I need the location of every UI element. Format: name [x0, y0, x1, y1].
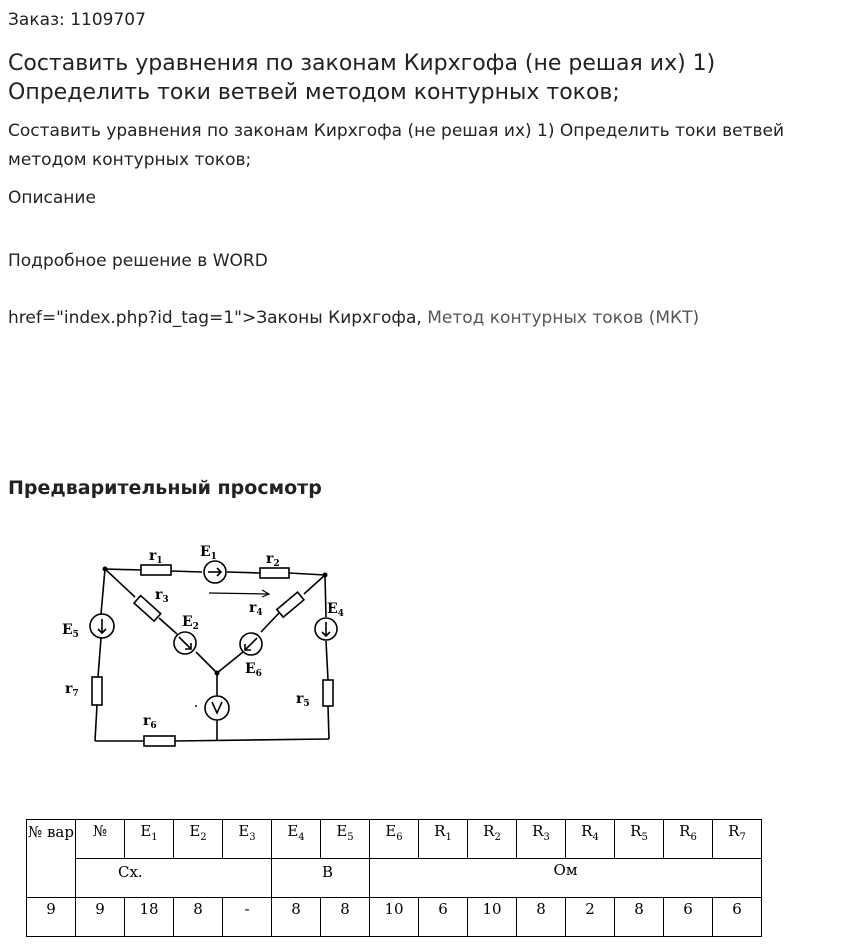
wire-right-bottom: [328, 706, 329, 739]
resistor-r2: [260, 568, 289, 578]
description-heading: Описание: [8, 188, 96, 208]
wire-top-left: [105, 569, 141, 570]
label-r2: $r_2$: [266, 551, 280, 569]
label-r5: $r_5$: [296, 691, 310, 709]
table-cell: 8: [174, 898, 223, 937]
label-e6: $E_6$: [245, 661, 262, 679]
header-scheme: №: [76, 820, 125, 859]
wire-diag-right-bottom: [217, 652, 243, 673]
table-cell: 2: [566, 898, 615, 937]
tag-line: [8, 308, 699, 328]
label-e1: $E_1$: [200, 544, 217, 562]
header-col: $E_6$: [370, 820, 419, 859]
source-e6-icon: [240, 633, 262, 655]
order-line: [8, 10, 146, 30]
wire-diag-right-top: [304, 575, 325, 594]
table-units-row: [27, 859, 762, 898]
header-col: $R_4$: [566, 820, 615, 859]
wire-top-mid-left: [171, 571, 202, 572]
table-cell: 18: [125, 898, 174, 937]
source-e2-icon: [174, 632, 196, 654]
short-description: Составить уравнения по законам Кирхгофа (не решая их) 1) Определить токи ветвей методом контурных токов;: [8, 121, 785, 170]
header-col: $E_3$: [223, 820, 272, 859]
tag-prefix-text: href="index.php?id_tag=1">Законы Кирхгофа,: [8, 308, 422, 328]
wire-bottom-right: [175, 739, 329, 741]
tag-link-mkt[interactable]: Метод контурных токов (МКТ): [427, 308, 700, 328]
parameters-table: [26, 819, 762, 937]
wire-left-mid: [98, 638, 101, 677]
table-cell: 10: [370, 898, 419, 937]
current-arrow-icon: [209, 590, 269, 597]
label-e5: $E_5$: [62, 622, 79, 640]
header-col: $E_1$: [125, 820, 174, 859]
order-label: Заказ:: [8, 10, 65, 30]
node-center: [215, 671, 220, 676]
table-cell: 8: [517, 898, 566, 937]
node-left: [103, 567, 108, 572]
table-cell: -: [223, 898, 272, 937]
table-cell: 6: [419, 898, 468, 937]
table-cell: 6: [713, 898, 762, 937]
source-center-icon: [205, 696, 229, 720]
table-cell: 9: [76, 898, 125, 937]
wire-diag-left-mid: [159, 618, 177, 634]
header-col: $E_5$: [321, 820, 370, 859]
table-cell: 10: [468, 898, 517, 937]
source-e4-icon: [315, 618, 337, 640]
wire-right-mid: [326, 641, 328, 680]
label-r4: $r_4$: [249, 600, 263, 618]
preview-heading: Предварительный просмотр: [8, 477, 322, 499]
header-col: $R_5$: [615, 820, 664, 859]
units-scheme: Сх. В: [76, 859, 272, 898]
wire-left-bottom: [95, 705, 97, 741]
source-e1-icon: [204, 561, 226, 583]
label-e4: $E_4$: [327, 601, 344, 619]
header-col: $R_1$: [419, 820, 468, 859]
header-col: $R_3$: [517, 820, 566, 859]
label-e2: $E_2$: [182, 614, 199, 632]
wire-diag-right-mid: [261, 613, 279, 632]
page-title: Составить уравнения по законам Кирхгофа (не решая их) 1) Определить токи ветвей методом контурных токов;: [8, 51, 716, 105]
stray-dot: [195, 705, 197, 707]
order-number: 1109707: [70, 10, 146, 30]
node-right: [323, 573, 328, 578]
header-col: $E_2$: [174, 820, 223, 859]
circuit-diagram: [55, 538, 355, 753]
wire-diag-left-bottom: [196, 652, 217, 673]
header-col: $R_6$: [664, 820, 713, 859]
table-cell: 8: [615, 898, 664, 937]
wire-left-top: [101, 569, 105, 614]
header-variant: № вар: [27, 820, 76, 898]
label-r3: $r_3$: [155, 587, 169, 605]
header-col: $R_7$: [713, 820, 762, 859]
label-r1: $r_1$: [149, 548, 163, 566]
resistor-r6: [144, 736, 175, 746]
label-r6: $r_6$: [143, 713, 157, 731]
resistor-r5: [323, 680, 333, 706]
wire-right-top: [325, 575, 326, 617]
table-row: [27, 898, 762, 937]
header-col: $E_4$: [272, 820, 321, 859]
units-volts-cell: [272, 859, 370, 898]
wire-top-right: [289, 573, 325, 575]
table-cell: 6: [664, 898, 713, 937]
wire-top-mid-right: [227, 572, 260, 573]
table-header-row: [27, 820, 762, 859]
table-cell: 8: [321, 898, 370, 937]
detail-text: Подробное решение в WORD: [8, 251, 268, 271]
resistor-r4: [277, 592, 304, 617]
units-ohms: Ом: [370, 859, 762, 898]
table-cell: 9: [27, 898, 76, 937]
header-col: $R_2$: [468, 820, 517, 859]
source-e5-icon: [90, 614, 114, 638]
table-cell: 8: [272, 898, 321, 937]
resistor-r1: [141, 565, 171, 575]
wire-diag-left-top: [105, 569, 135, 597]
resistor-r7: [92, 677, 102, 705]
label-r7: $r_7$: [65, 681, 79, 699]
